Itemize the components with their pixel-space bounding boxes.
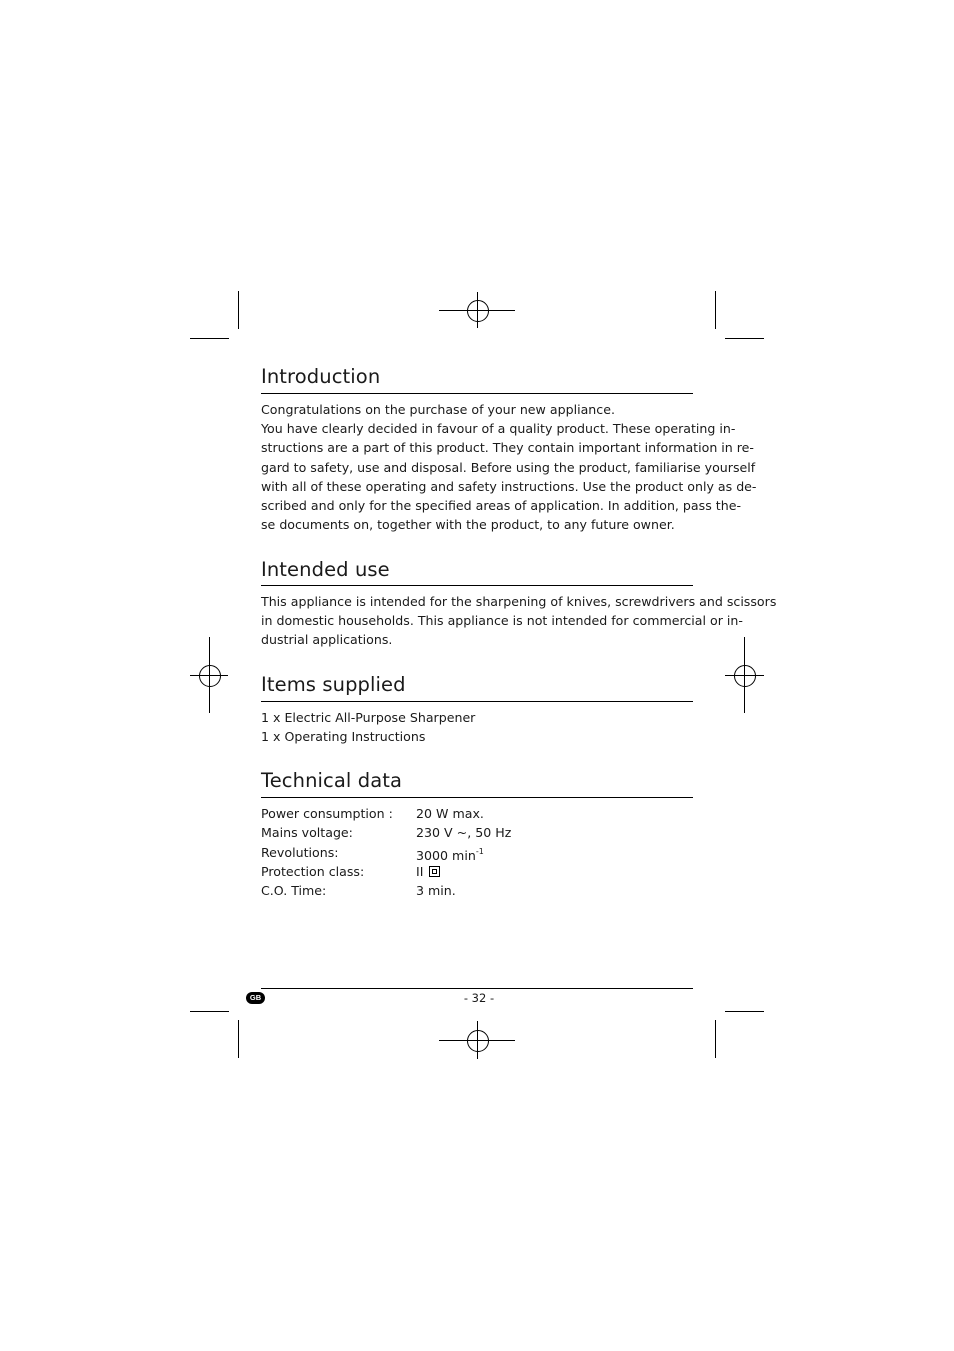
section-technical-data [261,769,402,792]
spec-value-superscript: -1 [475,846,484,856]
list-item: 1 x Operating Instructions [261,729,426,745]
text-line: scribed and only for the specified areas of application. In addition, pass the- [261,498,741,514]
spec-label: Power consumption : [261,806,393,821]
introduction-text [261,400,756,534]
technical-data-table [261,804,693,900]
spec-row-protection [261,862,693,881]
items-supplied-list [261,708,475,746]
rule-introduction [261,393,693,394]
spec-value: 20 W max. [416,806,484,821]
heading-introduction: Introduction [261,365,381,388]
text-line: in domestic households. This appliance is not intended for commercial or in- [261,613,743,629]
heading-intended-use: Intended use [261,558,390,581]
section-introduction [261,365,380,388]
text-line: se documents on, together with the product, to any future owner. [261,517,675,533]
text-line: dustrial applications. [261,632,393,648]
spec-value: II [416,863,424,879]
rule-items-supplied [261,701,693,702]
text-line: with all of these operating and safety instructions. Use the product only as de- [261,478,757,494]
spec-value: 3 min. [416,883,456,899]
text-line: You have clearly decided in favour of a quality product. These operating in- [261,421,736,437]
text-line: structions are a part of this product. They contain important information in re- [261,440,754,456]
spec-value: 3000 min [416,847,476,863]
spec-value-wrapper [416,862,440,881]
spec-row-revolutions [261,843,693,862]
spec-label: C.O. Time: [261,883,327,899]
footer-rule [261,988,693,989]
page-number: - 32 - [463,991,495,1005]
heading-items-supplied: Items supplied [261,673,406,696]
list-item: 1 x Electric All-Purpose Sharpener [261,710,476,725]
country-badge: GB [246,992,265,1004]
spec-row-co-time [261,881,693,900]
intended-use-text [261,592,776,650]
spec-row-power [261,804,693,823]
heading-technical-data: Technical data [261,769,403,792]
text-line: gard to safety, use and disposal. Before using the product, familiarise yourself [261,459,756,475]
protection-class-ii-icon [429,866,440,877]
spec-row-voltage [261,823,693,842]
rule-technical-data [261,797,693,798]
text-line: Congratulations on the purchase of your new appliance. [261,402,615,417]
text-line: This appliance is intended for the sharpening of knives, screwdrivers and scissors [261,594,777,609]
spec-label: Protection class: [261,863,365,879]
spec-label: Revolutions: [261,844,339,860]
spec-label: Mains voltage: [261,825,353,841]
section-intended-use [261,558,390,581]
section-items-supplied [261,673,406,696]
rule-intended-use [261,585,693,586]
spec-value: 230 V ~, 50 Hz [416,825,512,841]
